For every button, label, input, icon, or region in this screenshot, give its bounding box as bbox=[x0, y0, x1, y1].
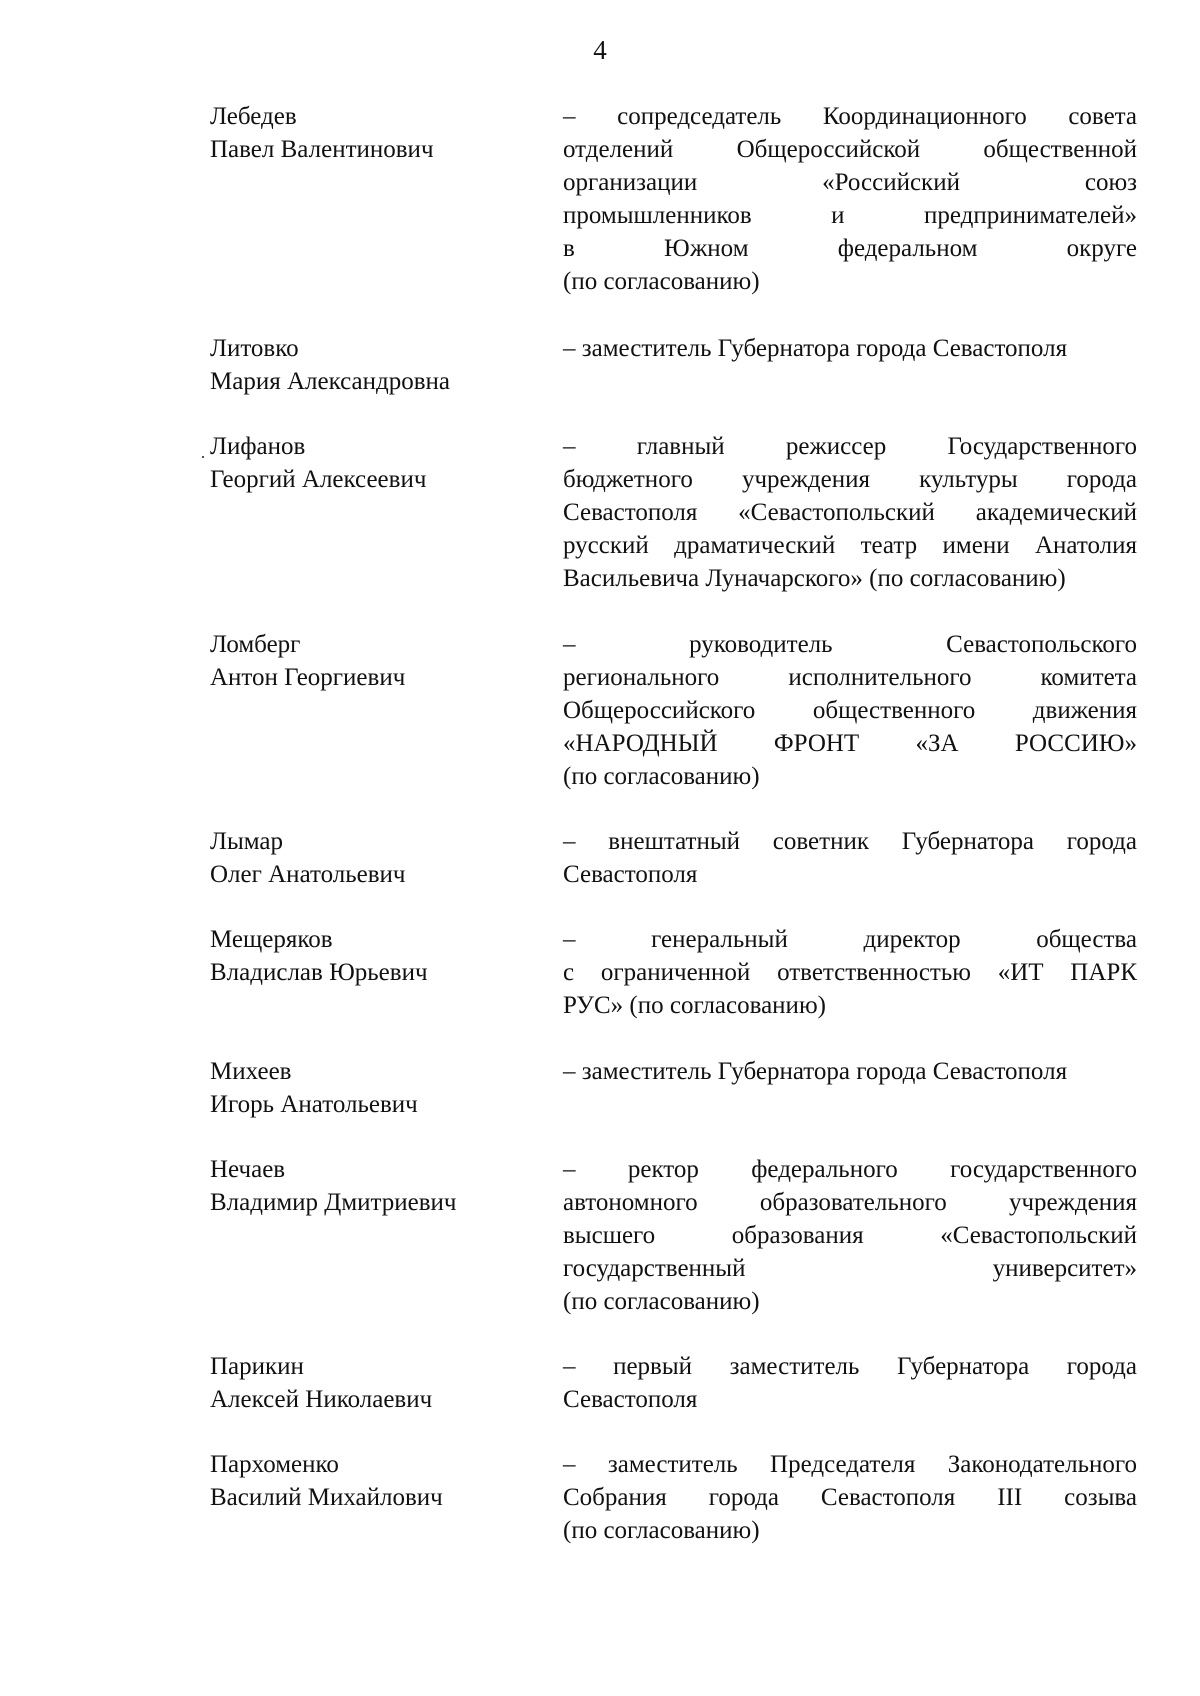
page-number: 4 bbox=[593, 35, 607, 65]
role-line: Собрания города Севастополя III созыва bbox=[563, 1484, 1137, 1511]
member-given-names: Владислав Юрьевич bbox=[210, 959, 428, 986]
member-name bbox=[210, 332, 540, 398]
role-line: – заместитель Губернатора города Севастополя bbox=[563, 335, 1068, 362]
member-given-names: Василий Михайлович bbox=[210, 1484, 443, 1511]
member-role bbox=[563, 923, 1137, 1022]
role-line: организации «Российский союз bbox=[563, 169, 1137, 196]
role-line: автономного образовательного учреждения bbox=[563, 1189, 1137, 1216]
member-surname: Нечаев bbox=[210, 1156, 286, 1183]
member-surname: Лебедев bbox=[210, 103, 297, 130]
role-line: РУС» (по согласованию) bbox=[563, 992, 826, 1019]
stray-mark: · bbox=[200, 447, 206, 467]
member-given-names: Игорь Анатольевич bbox=[210, 1091, 418, 1118]
member-surname: Литовко bbox=[210, 335, 299, 362]
member-role bbox=[563, 1055, 1137, 1088]
member-surname: Лифанов bbox=[210, 433, 306, 460]
member-role bbox=[563, 100, 1137, 298]
role-line: бюджетного учреждения культуры города bbox=[563, 466, 1137, 493]
member-name bbox=[210, 825, 540, 891]
role-line: русский драматический театр имени Анатолия bbox=[563, 532, 1137, 559]
member-given-names: Антон Георгиевич bbox=[210, 664, 406, 691]
member-name bbox=[210, 430, 540, 496]
member-name bbox=[210, 1448, 540, 1514]
member-role bbox=[563, 332, 1137, 365]
member-surname: Пархоменко bbox=[210, 1451, 339, 1478]
member-role bbox=[563, 1350, 1137, 1416]
member-surname: Лымар bbox=[210, 828, 283, 855]
member-role bbox=[563, 825, 1137, 891]
member-given-names: Владимир Дмитриевич bbox=[210, 1189, 457, 1216]
role-line: – ректор федерального государственного bbox=[563, 1156, 1137, 1183]
role-line: в Южном федеральном округе bbox=[563, 235, 1137, 262]
role-line: Севастополя bbox=[563, 1386, 698, 1413]
member-name bbox=[210, 628, 540, 694]
role-line: – внештатный советник Губернатора города bbox=[563, 828, 1137, 855]
role-line: с ограниченной ответственностью «ИТ ПАРК bbox=[563, 959, 1137, 986]
member-role bbox=[563, 1153, 1137, 1318]
member-given-names: Мария Александровна bbox=[210, 368, 450, 395]
member-given-names: Георгий Алексеевич bbox=[210, 466, 427, 493]
member-surname: Мещеряков bbox=[210, 926, 333, 953]
role-line: – сопредседатель Координационного совета bbox=[563, 103, 1137, 130]
role-line: Васильевича Луначарского» (по согласованию) bbox=[563, 565, 1066, 592]
role-line: (по согласованию) bbox=[563, 1288, 760, 1315]
member-name bbox=[210, 1350, 540, 1416]
role-line: (по согласованию) bbox=[563, 763, 760, 790]
role-line: высшего образования «Севастопольский bbox=[563, 1222, 1137, 1249]
role-line: – руководитель Севастопольского bbox=[563, 631, 1137, 658]
role-line: государственный университет» bbox=[563, 1255, 1137, 1282]
member-surname: Ломберг bbox=[210, 631, 301, 658]
member-role bbox=[563, 628, 1137, 793]
role-line: Общероссийского общественного движения bbox=[563, 697, 1137, 724]
member-name bbox=[210, 923, 540, 989]
member-given-names: Олег Анатольевич bbox=[210, 861, 406, 888]
role-line: – заместитель Губернатора города Севастополя bbox=[563, 1058, 1068, 1085]
member-name bbox=[210, 1153, 540, 1219]
role-line: Севастополя bbox=[563, 861, 698, 888]
role-line: Севастополя «Севастопольский академический bbox=[563, 499, 1137, 526]
role-line: регионального исполнительного комитета bbox=[563, 664, 1137, 691]
role-line: (по согласованию) bbox=[563, 1517, 760, 1544]
role-line: – генеральный директор общества bbox=[563, 926, 1137, 953]
member-surname: Парикин bbox=[210, 1353, 304, 1380]
role-line: «НАРОДНЫЙ ФРОНТ «ЗА РОССИЮ» bbox=[563, 730, 1137, 757]
member-name bbox=[210, 100, 540, 166]
role-line: отделений Общероссийской общественной bbox=[563, 136, 1137, 163]
member-surname: Михеев bbox=[210, 1058, 292, 1085]
member-role bbox=[563, 430, 1137, 595]
role-line: – заместитель Председателя Законодательного bbox=[563, 1451, 1137, 1478]
member-role bbox=[563, 1448, 1137, 1547]
role-line: – первый заместитель Губернатора города bbox=[563, 1353, 1137, 1380]
role-line: (по согласованию) bbox=[563, 268, 760, 295]
role-line: промышленников и предпринимателей» bbox=[563, 202, 1137, 229]
member-given-names: Павел Валентинович bbox=[210, 136, 434, 163]
role-line: – главный режиссер Государственного bbox=[563, 433, 1137, 460]
member-name bbox=[210, 1055, 540, 1121]
member-given-names: Алексей Николаевич bbox=[210, 1386, 433, 1413]
